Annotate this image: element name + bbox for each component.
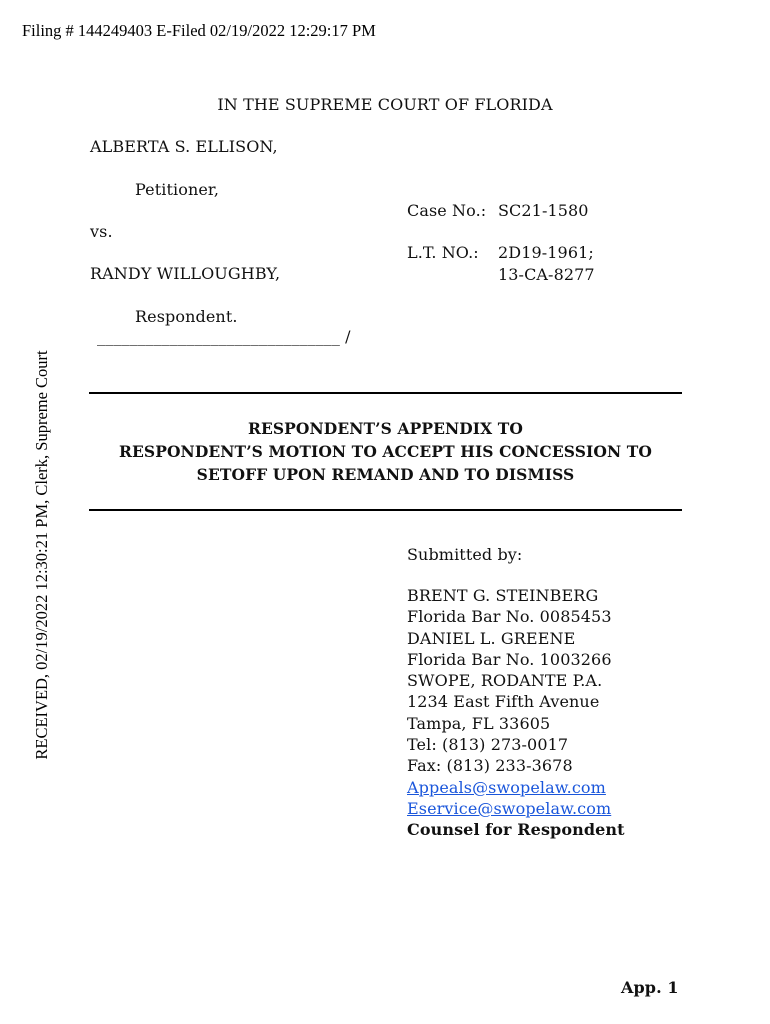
case-no-value: SC21-1580	[498, 201, 589, 220]
signature-line: ______________________________ /	[97, 327, 351, 346]
fax: Fax: (813) 233-3678	[407, 756, 573, 776]
case-no-label: Case No.:	[407, 201, 487, 220]
lt-no-value-2: 13-CA-8277	[498, 265, 595, 284]
bar-number-1: Florida Bar No. 0085453	[407, 607, 612, 627]
respondent-role: Respondent.	[135, 307, 238, 326]
title-rule-bottom	[89, 509, 682, 511]
lt-no-value-1: 2D19-1961;	[498, 243, 594, 262]
email-link-appeals[interactable]: Appeals@swopelaw.com	[407, 777, 606, 797]
respondent-name: RANDY WILLOUGHBY,	[90, 264, 281, 283]
counsel-role: Counsel for Respondent	[407, 820, 625, 840]
email-link-eservice[interactable]: Eservice@swopelaw.com	[407, 798, 612, 818]
counsel-block	[407, 585, 625, 841]
received-stamp: RECEIVED, 02/19/2022 12:30:21 PM, Clerk, Supreme Court	[32, 350, 51, 760]
title-line-2: RESPONDENT’S MOTION TO ACCEPT HIS CONCESSION TO	[119, 442, 652, 461]
document-title	[89, 417, 682, 486]
versus-text: vs.	[90, 222, 113, 241]
petitioner-role: Petitioner,	[135, 180, 220, 199]
lt-no-label: L.T. NO.:	[407, 243, 479, 262]
title-line-3: SETOFF UPON REMAND AND TO DISMISS	[196, 465, 575, 484]
firm-name: SWOPE, RODANTE P.A.	[407, 671, 603, 691]
bar-number-2: Florida Bar No. 1003266	[407, 649, 612, 669]
submitted-by: Submitted by:	[407, 545, 523, 564]
filing-stamp: Filing # 144249403 E-Filed 02/19/2022 12:29:17 PM	[22, 21, 376, 40]
petitioner-name: ALBERTA S. ELLISON,	[90, 137, 278, 156]
address-line-1: 1234 East Fifth Avenue	[407, 692, 600, 712]
attorney-name-1: BRENT G. STEINBERG	[407, 586, 599, 605]
address-line-2: Tampa, FL 33605	[407, 713, 551, 733]
title-rule-top	[89, 392, 682, 394]
page-label: App. 1	[621, 978, 679, 997]
court-heading: IN THE SUPREME COURT OF FLORIDA	[217, 95, 553, 114]
telephone: Tel: (813) 273-0017	[407, 735, 569, 755]
attorney-name-2: DANIEL L. GREENE	[407, 628, 576, 648]
title-line-1: RESPONDENT’S APPENDIX TO	[247, 419, 524, 438]
